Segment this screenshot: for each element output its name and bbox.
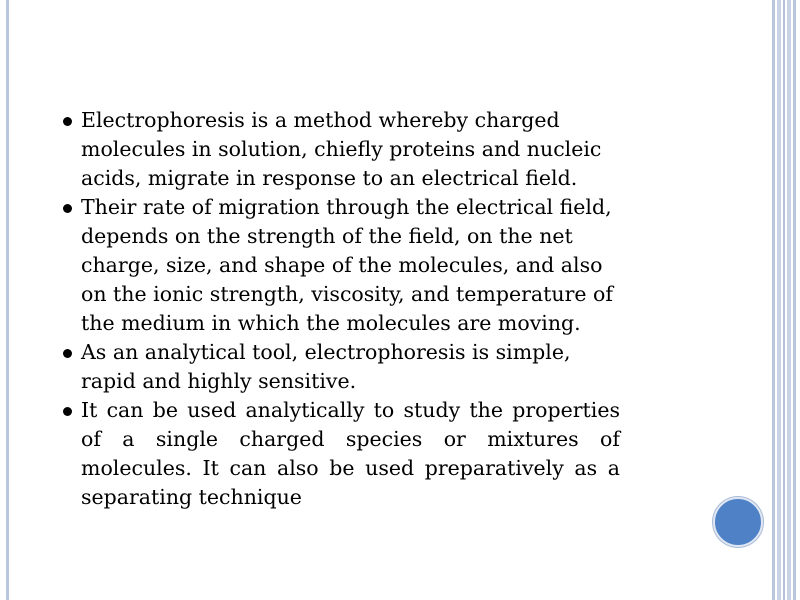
left-border-line — [6, 0, 9, 600]
stripe — [783, 0, 785, 600]
bullet-item — [60, 193, 620, 338]
bullet-text: It can be used analytically to study the properties of a single charged species or mixtures of molecules. It can also be used preparatively as a separating technique — [81, 398, 620, 509]
stripe — [793, 0, 796, 600]
bullet-text: Their rate of migration through the electrical field, depends on the strength of the field, on the net charge, size, and shape of the molecules, and also on the ionic strength, viscosity, and temperature of the medium in which the molecules are moving. — [81, 195, 613, 335]
decorative-circle — [713, 497, 763, 547]
bullet-dot-icon — [63, 204, 72, 213]
bullet-text: Electrophoresis is a method whereby charged molecules in solution, chiefly proteins and nucleic acids, migrate in response to an electrical field. — [81, 108, 602, 190]
right-decorative-stripes — [766, 0, 800, 600]
bullet-item — [60, 106, 620, 193]
stripe — [777, 0, 781, 600]
slide-body — [60, 106, 620, 512]
bullet-item — [60, 338, 620, 396]
bullet-dot-icon — [63, 407, 72, 416]
bullet-list — [60, 106, 620, 512]
bullet-dot-icon — [63, 117, 72, 126]
stripe — [772, 0, 775, 600]
bullet-dot-icon — [63, 349, 72, 358]
bullet-item — [60, 396, 620, 512]
stripe — [787, 0, 791, 600]
bullet-text: As an analytical tool, electrophoresis is simple, rapid and highly sensitive. — [81, 340, 571, 393]
